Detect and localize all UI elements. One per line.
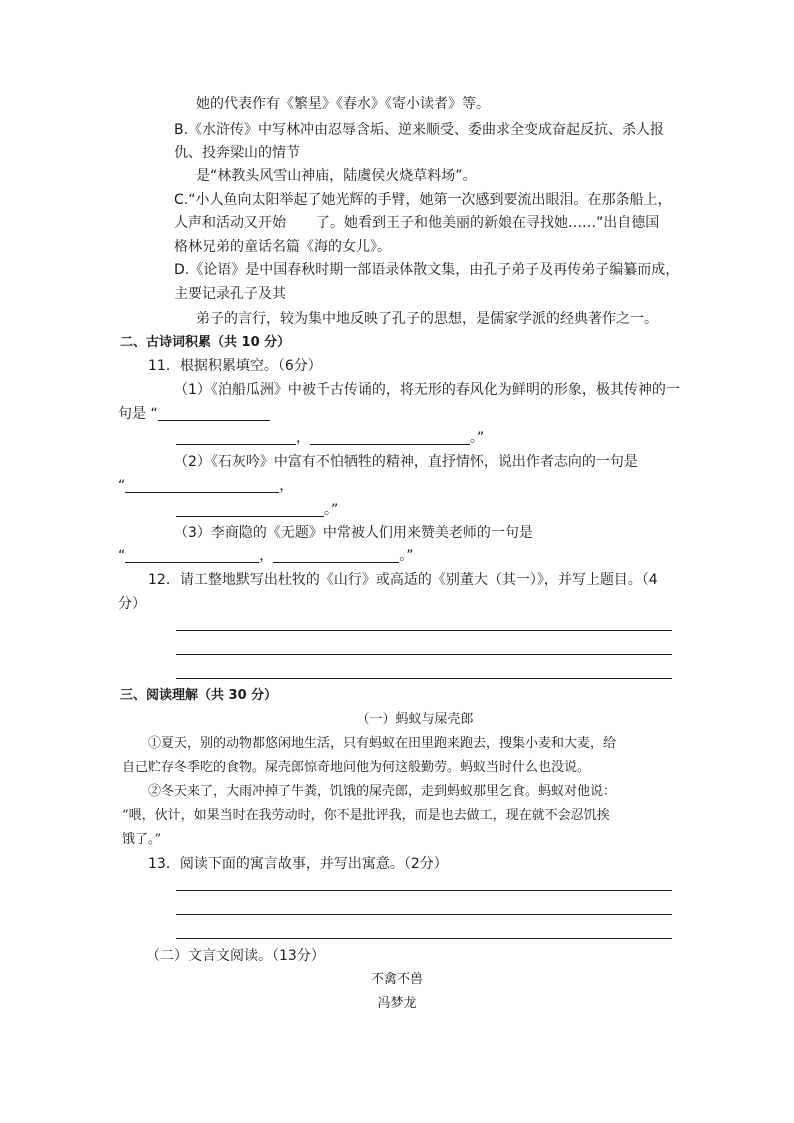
answer-blank[interactable]	[273, 548, 399, 563]
section-3-heading: 三、阅读理解（共 30 分）	[120, 688, 278, 703]
passage-2-title: 不禽不兽	[370, 972, 423, 987]
q11-part-2-line-1: （2）《石灰吟》中富有不怕牺牲的精神，直抒情怀，说出作者志向的一句是	[174, 454, 638, 470]
option-c-line-1: C.“小人鱼向太阳举起了她光辉的手臂，她第一次感到要流出眼泪。在那条船上，	[174, 192, 672, 208]
answer-blank[interactable]	[176, 502, 324, 517]
answer-line[interactable]	[176, 654, 672, 655]
option-a-continuation: 她的代表作有《繁星》《春水》《寄小读者》等。	[196, 96, 490, 112]
answer-line[interactable]	[176, 890, 672, 891]
answer-blank[interactable]	[176, 430, 296, 445]
answer-blank[interactable]	[125, 548, 259, 563]
passage-1-para-1-line-1: ①夏天，别的动物都悠闲地生活，只有蚂蚁在田里跑来跑去，搜集小麦和大麦，给	[148, 736, 617, 751]
q11-part-2-line-3: 。”	[176, 500, 338, 520]
q11-part-3-line-1: （3）李商隐的《无题》中常被人们用来赞美老师的一句是	[174, 525, 533, 541]
question-11-stem: 11．根据积累填空。（6分）	[148, 358, 322, 374]
answer-blank[interactable]	[125, 478, 279, 493]
option-b-line-3: 是“林教头风雪山神庙，陆虞侯火烧草料场”。	[196, 168, 477, 184]
question-12-line-2: 分）	[118, 596, 146, 612]
passage-1-para-2-line-3: 饿了。”	[122, 832, 162, 847]
passage-2-author: 冯梦龙	[377, 996, 417, 1011]
option-d-line-1: D.《论语》是中国春秋时期一部语录体散文集，由孔子弟子及再传弟子编纂而成，	[174, 262, 680, 278]
option-c-line-2	[174, 213, 659, 233]
q11-part-1-line-3: ， 。”	[176, 428, 484, 448]
option-c-line-2-part-b: 了。她看到王子和他美丽的新娘在寻找她……”出自德国	[316, 215, 660, 231]
answer-line[interactable]	[176, 630, 672, 631]
question-13: 13．阅读下面的寓言故事，并写出寓意。（2分）	[148, 856, 448, 872]
passage-1-para-2-line-1: ②冬天来了，大雨冲掉了牛粪，饥饿的屎壳郎，走到蚂蚁那里乞食。蚂蚁对他说：	[148, 784, 617, 799]
option-c-line-3: 格林兄弟的童话名篇《海的女儿》。	[174, 239, 391, 255]
answer-line[interactable]	[176, 938, 672, 939]
answer-blank[interactable]	[158, 406, 270, 421]
section-2-heading: 二、古诗词积累（共 10 分）	[120, 335, 291, 350]
passage-1-para-1-line-2: 自己贮存冬季吃的食物。屎壳郎惊奇地问他为何这般勤劳。蚂蚁当时什么也没说。	[122, 760, 591, 775]
answer-line[interactable]	[176, 914, 672, 915]
passage-2-heading: （二）文言文阅读。（13分）	[146, 948, 325, 964]
q11-part-1-line-1: （1）《泊船瓜洲》中被千古传诵的，将无形的春风化为鲜明的形象，极其传神的一	[174, 382, 680, 398]
passage-1-title: （一）蚂蚁与屎壳郎	[356, 712, 474, 727]
q11-part-3-line-2: “ ， 。”	[118, 548, 414, 564]
option-d-line-2: 主要记录孔子及其	[174, 286, 286, 302]
option-d-line-3: 弟子的言行，较为集中地反映了孔子的思想，是儒家学派的经典著作之一。	[196, 311, 658, 327]
option-c-line-2-part-a: 人声和活动又开始	[174, 215, 286, 231]
answer-blank[interactable]	[310, 430, 470, 445]
option-b-line-1: B.《水浒传》中写林冲由忍辱含垢、逆来顺受、委曲求全变成奋起反抗、杀人报	[174, 122, 665, 138]
question-12-line-1: 12．请工整地默写出杜牧的《山行》或高适的《别董大（其一）》，并写上题目。（4	[148, 572, 658, 588]
answer-line[interactable]	[176, 678, 672, 679]
q11-part-1-line-2: 句是 “	[118, 404, 270, 424]
q11-part-2-line-2: “ ，	[118, 478, 294, 494]
option-b-line-2: 仇、投奔梁山的情节	[174, 145, 300, 161]
passage-1-para-2-line-2: “喂，伙计，如果当时在我劳动时，你不是批评我，而是也去做工，现在就不会忍饥挨	[122, 808, 610, 823]
